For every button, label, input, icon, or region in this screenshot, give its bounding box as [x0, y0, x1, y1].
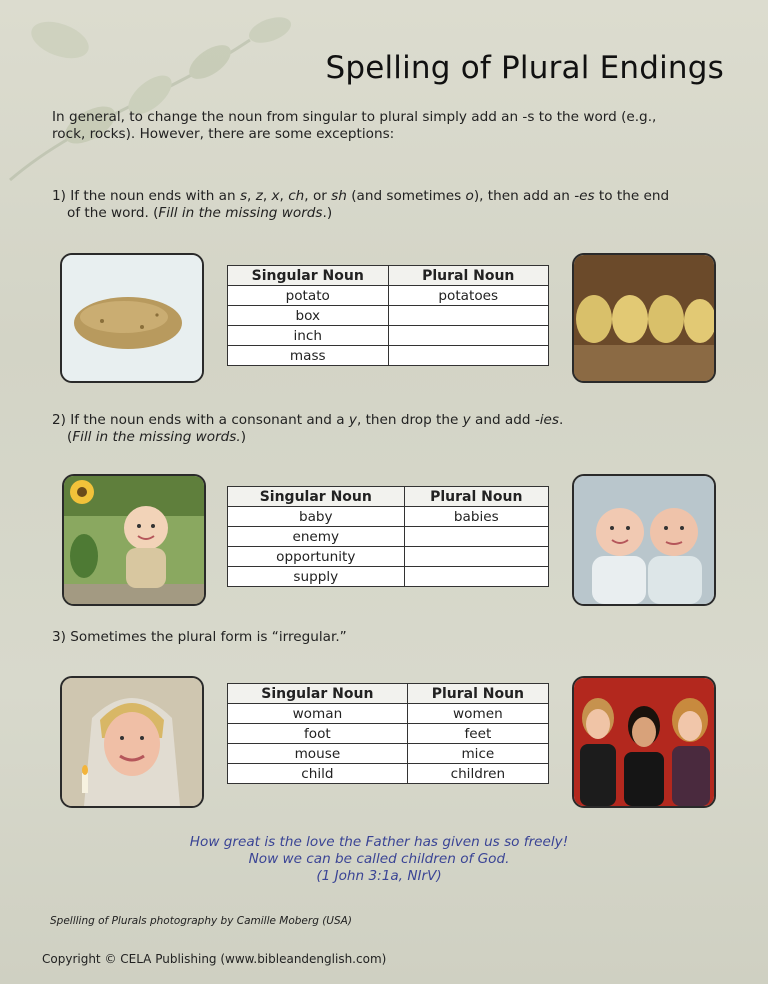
header-plural: Plural Noun [404, 487, 548, 507]
sep: , or [304, 188, 332, 204]
verse-reference: (1 John 3:1a, NIrV) [316, 868, 442, 884]
plural-cell[interactable] [388, 306, 549, 326]
table-row [228, 286, 549, 306]
sep: , [262, 188, 272, 204]
rule-1-text: ), then add an [473, 188, 575, 204]
rule-3: 3) Sometimes the plural form is “irregular.” [52, 629, 347, 645]
plural-cell[interactable] [404, 567, 548, 587]
plural-cell: women [407, 704, 548, 724]
ending-z: z [255, 188, 263, 204]
rule-2-text: and add [470, 412, 535, 428]
table-row [228, 724, 549, 744]
woman-photo [60, 676, 204, 808]
table-row [228, 744, 549, 764]
table-row [228, 764, 549, 784]
letter-y: y [348, 412, 357, 428]
suffix-ies: -ies [534, 412, 559, 428]
verse-line-2: Now we can be called children of God. [248, 851, 510, 867]
table-ies-endings [227, 486, 549, 587]
plural-cell: children [407, 764, 548, 784]
singular-cell: inch [228, 326, 389, 346]
plural-cell[interactable] [388, 326, 549, 346]
plural-cell[interactable]: babies [404, 507, 548, 527]
plural-cell[interactable] [388, 346, 549, 366]
rule-2-text: . [559, 412, 564, 428]
potatoes-photo [572, 253, 716, 383]
rule-1-line-2 [52, 205, 732, 222]
rule-2-line-2 [52, 429, 732, 446]
table-header-row [228, 266, 549, 286]
paren: ) [240, 429, 247, 445]
ending-x: x [271, 188, 280, 204]
singular-cell: box [228, 306, 389, 326]
photo-credit: Spellling of Plurals photography by Camille Moberg (USA) [50, 915, 352, 927]
bible-verse [0, 834, 758, 885]
plural-cell[interactable]: potatoes [388, 286, 549, 306]
ending-ch: ch [288, 188, 305, 204]
table-row [228, 306, 549, 326]
singular-cell: mass [228, 346, 389, 366]
table-header-row [228, 684, 549, 704]
rule-2-text: , then drop the [356, 412, 463, 428]
rule-1-text: to the end [594, 188, 670, 204]
table-es-endings [227, 265, 549, 366]
rule-2-number: 2) [52, 412, 71, 428]
singular-cell: foot [228, 724, 408, 744]
table-row [228, 704, 549, 724]
singular-cell: woman [228, 704, 408, 724]
rule-1-text: .) [322, 205, 333, 221]
singular-cell: potato [228, 286, 389, 306]
table-row [228, 527, 549, 547]
singular-cell: mouse [228, 744, 408, 764]
copyright-notice: Copyright © CELA Publishing (www.bibleandenglish.com) [42, 952, 387, 966]
singular-cell: enemy [228, 527, 405, 547]
header-singular: Singular Noun [228, 266, 389, 286]
rule-1-text: of the word. ( [67, 205, 159, 221]
rule-2-instruction: Fill in the missing words. [72, 429, 241, 445]
rule-1-text: If the noun ends with an [70, 188, 240, 204]
plural-cell: feet [407, 724, 548, 744]
rule-2 [52, 412, 732, 446]
header-singular: Singular Noun [228, 487, 405, 507]
verse-line-1: How great is the love the Father has given us so freely! [189, 834, 569, 850]
singular-cell: opportunity [228, 547, 405, 567]
ending-sh: sh [331, 188, 347, 204]
table-row [228, 547, 549, 567]
singular-cell: supply [228, 567, 405, 587]
header-plural: Plural Noun [407, 684, 548, 704]
table-row [228, 326, 549, 346]
ending-o: o [465, 188, 474, 204]
baby-photo [62, 474, 206, 606]
rule-2-text: If the noun ends with a consonant and a [70, 412, 349, 428]
intro-text: In general, to change the noun from singular to plural simply add an -s to the word (e.g., rock, rocks). However, there are some exceptions: [52, 109, 657, 142]
women-photo [572, 676, 716, 808]
header-singular: Singular Noun [228, 684, 408, 704]
sep: , [279, 188, 289, 204]
table-irregular [227, 683, 549, 784]
rule-1-instruction: Fill in the missing words [158, 205, 323, 221]
suffix-es: -es [574, 188, 595, 204]
table-row [228, 507, 549, 527]
sep: , [247, 188, 256, 204]
table-header-row [228, 487, 549, 507]
babies-photo [572, 474, 716, 606]
table-row [228, 567, 549, 587]
rule-1 [52, 188, 732, 222]
rule-1-number: 1) [52, 188, 71, 204]
singular-cell: baby [228, 507, 405, 527]
ending-s: s [239, 188, 248, 204]
header-plural: Plural Noun [388, 266, 549, 286]
table-row [228, 346, 549, 366]
letter-y: y [462, 412, 471, 428]
potato-photo [60, 253, 204, 383]
plural-cell[interactable] [404, 547, 548, 567]
page-title: Spelling of Plural Endings [325, 50, 724, 86]
paren: ( [67, 429, 73, 445]
plural-cell[interactable] [404, 527, 548, 547]
plural-cell: mice [407, 744, 548, 764]
singular-cell: child [228, 764, 408, 784]
rule-1-text: (and sometimes [346, 188, 466, 204]
